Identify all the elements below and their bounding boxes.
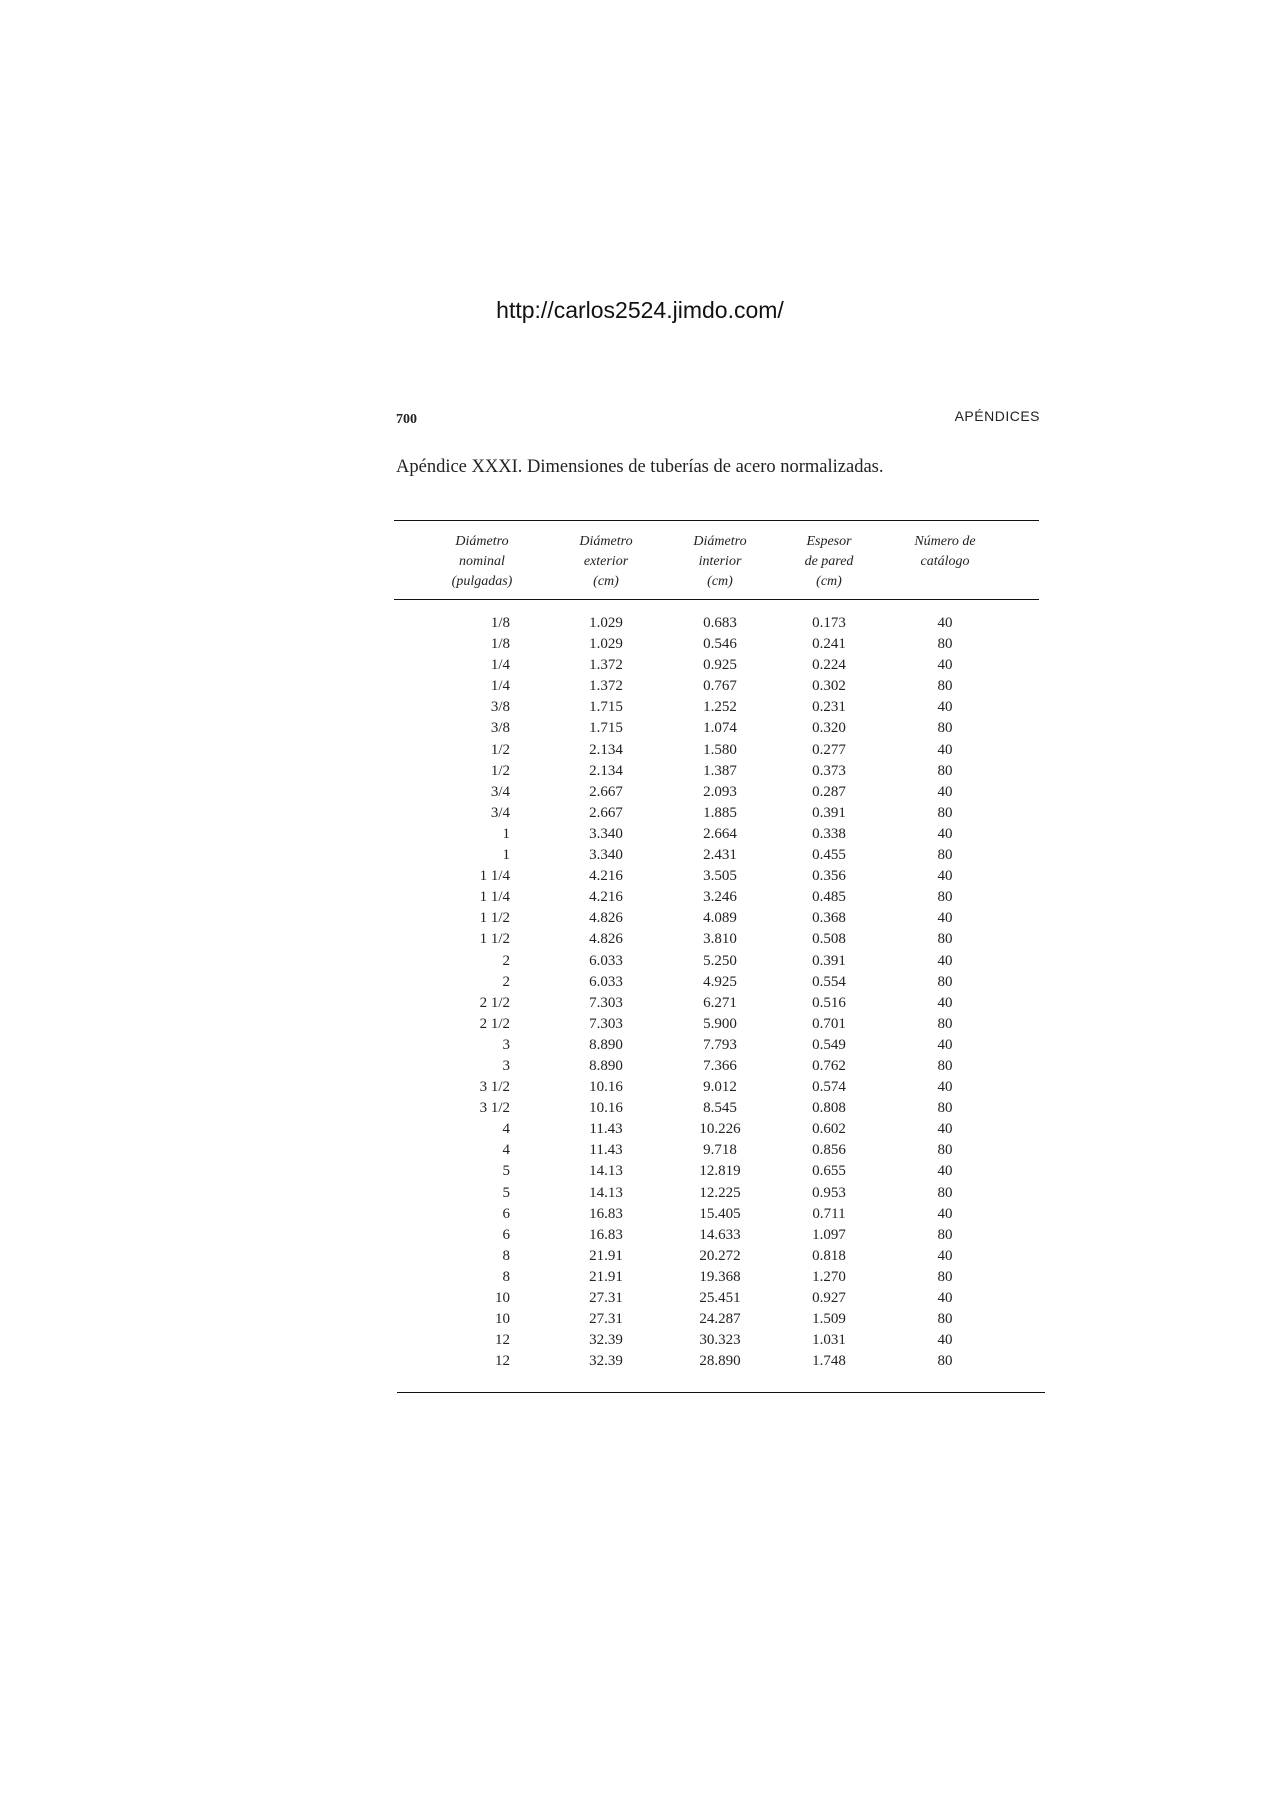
wall-thickness-cell: 1.097 — [812, 1226, 846, 1243]
catalog-number-cell: 80 — [937, 1100, 953, 1117]
outer-diameter-cell: 4.216 — [589, 868, 623, 885]
outer-diameter-cell: 27.31 — [589, 1290, 623, 1306]
table-row — [0, 761, 1280, 782]
outer-diameter-cell: 32.39 — [589, 1332, 623, 1349]
nominal-diameter-cell: 12 — [495, 1332, 510, 1349]
catalog-number-cell: 40 — [937, 1247, 953, 1264]
inner-diameter-cell: 0.546 — [703, 636, 737, 653]
wall-thickness-cell: 1.270 — [812, 1268, 846, 1285]
column-header-outer-diameter — [556, 532, 656, 592]
catalog-number-cell: 40 — [937, 615, 953, 631]
wall-thickness-cell: 0.508 — [812, 931, 846, 948]
table-row — [0, 845, 1280, 866]
table-row — [0, 993, 1280, 1014]
table-row — [0, 740, 1280, 761]
outer-diameter-cell: 8.890 — [589, 1036, 623, 1053]
wall-thickness-cell: 0.953 — [812, 1184, 846, 1201]
wall-thickness-cell: 0.320 — [812, 720, 846, 737]
table-row — [0, 1056, 1280, 1077]
catalog-number-cell: 80 — [937, 762, 953, 779]
nominal-diameter-cell: 1 — [502, 825, 510, 842]
nominal-diameter-cell: 3/4 — [490, 783, 510, 800]
wall-thickness-cell: 0.701 — [812, 1015, 846, 1032]
catalog-number-cell: 80 — [937, 1268, 953, 1285]
catalog-number-cell: 80 — [937, 1057, 953, 1074]
wall-thickness-cell: 0.231 — [812, 699, 846, 716]
column-header-line: Espesor — [806, 534, 852, 549]
wall-thickness-cell: 0.368 — [812, 910, 846, 927]
column-header-line: (cm) — [593, 574, 619, 589]
inner-diameter-cell: 0.767 — [703, 678, 737, 695]
inner-diameter-cell: 28.890 — [699, 1353, 741, 1370]
wall-thickness-cell: 0.173 — [812, 615, 846, 631]
catalog-number-cell: 80 — [937, 1226, 953, 1243]
inner-diameter-cell: 24.287 — [699, 1311, 741, 1328]
nominal-diameter-cell: 10 — [495, 1290, 510, 1306]
column-header-catalog-number — [890, 532, 1000, 572]
table-row — [0, 866, 1280, 887]
table-row — [0, 1014, 1280, 1035]
nominal-diameter-cell: 3 1/2 — [479, 1100, 510, 1117]
outer-diameter-cell: 14.13 — [589, 1163, 623, 1180]
catalog-number-cell: 80 — [937, 804, 953, 821]
wall-thickness-cell: 0.455 — [812, 847, 846, 864]
outer-diameter-cell: 2.667 — [589, 804, 623, 821]
catalog-number-cell: 80 — [937, 1015, 953, 1032]
catalog-number-cell: 40 — [937, 1036, 953, 1053]
nominal-diameter-cell: 1 1/2 — [479, 931, 510, 948]
outer-diameter-cell: 3.340 — [589, 847, 623, 864]
inner-diameter-cell: 9.012 — [703, 1079, 737, 1096]
inner-diameter-cell: 20.272 — [699, 1247, 741, 1264]
outer-diameter-cell: 6.033 — [589, 952, 623, 969]
catalog-number-cell: 80 — [937, 973, 953, 990]
inner-diameter-cell: 5.250 — [703, 952, 737, 969]
inner-diameter-cell: 9.718 — [703, 1142, 737, 1159]
outer-diameter-cell: 14.13 — [589, 1184, 623, 1201]
nominal-diameter-cell: 6 — [502, 1205, 510, 1222]
outer-diameter-cell: 2.134 — [589, 762, 623, 779]
outer-diameter-cell: 27.31 — [589, 1311, 623, 1328]
wall-thickness-cell: 1.509 — [812, 1311, 846, 1328]
nominal-diameter-cell: 4 — [502, 1142, 510, 1159]
table-row — [0, 1225, 1280, 1246]
inner-diameter-cell: 10.226 — [699, 1121, 741, 1138]
inner-diameter-cell: 0.683 — [703, 615, 737, 631]
table-row — [0, 782, 1280, 803]
outer-diameter-cell: 4.826 — [589, 910, 623, 927]
catalog-number-cell: 80 — [937, 847, 953, 864]
table-caption: Apéndice XXXI. Dimensiones de tuberías de acero normalizadas. — [396, 457, 884, 477]
page-number: 700 — [396, 412, 417, 427]
column-header-line: Diámetro — [579, 534, 633, 549]
wall-thickness-cell: 0.516 — [812, 994, 846, 1011]
catalog-number-cell: 40 — [937, 952, 953, 969]
nominal-diameter-cell: 2 1/2 — [479, 1015, 510, 1032]
catalog-number-cell: 80 — [937, 1311, 953, 1328]
nominal-diameter-cell: 5 — [502, 1184, 510, 1201]
table-row — [0, 972, 1280, 993]
column-header-line: (pulgadas) — [451, 574, 513, 589]
column-header-line: (cm) — [707, 574, 733, 589]
column-header-line: nominal — [459, 554, 505, 569]
nominal-diameter-cell: 1 1/2 — [479, 910, 510, 927]
catalog-number-cell: 80 — [937, 678, 953, 695]
outer-diameter-cell: 8.890 — [589, 1057, 623, 1074]
inner-diameter-cell: 7.366 — [703, 1057, 737, 1074]
nominal-diameter-cell: 12 — [495, 1353, 510, 1370]
source-url: http://carlos2524.jimdo.com/ — [496, 297, 784, 323]
catalog-number-cell: 40 — [937, 741, 953, 758]
nominal-diameter-cell: 2 1/2 — [479, 994, 510, 1011]
table-row — [0, 1098, 1280, 1119]
inner-diameter-cell: 1.252 — [703, 699, 737, 716]
nominal-diameter-cell: 6 — [502, 1226, 510, 1243]
outer-diameter-cell: 32.39 — [589, 1353, 623, 1370]
outer-diameter-cell: 6.033 — [589, 973, 623, 990]
catalog-number-cell: 80 — [937, 1184, 953, 1201]
catalog-number-cell: 40 — [937, 868, 953, 885]
table-row — [0, 718, 1280, 739]
column-header-line: Diámetro — [693, 534, 747, 549]
nominal-diameter-cell: 1 1/4 — [479, 889, 510, 906]
table-row — [0, 697, 1280, 718]
inner-diameter-cell: 3.246 — [703, 889, 737, 906]
nominal-diameter-cell: 2 — [502, 952, 510, 969]
inner-diameter-cell: 15.405 — [699, 1205, 741, 1222]
nominal-diameter-cell: 2 — [502, 973, 510, 990]
outer-diameter-cell: 16.83 — [589, 1226, 623, 1243]
wall-thickness-cell: 0.655 — [812, 1163, 846, 1180]
nominal-diameter-cell: 1/8 — [490, 636, 510, 653]
outer-diameter-cell: 1.029 — [589, 615, 623, 631]
running-head: APÉNDICES — [954, 408, 1040, 424]
wall-thickness-cell: 0.856 — [812, 1142, 846, 1159]
outer-diameter-cell: 11.43 — [589, 1121, 623, 1138]
outer-diameter-cell: 16.83 — [589, 1205, 623, 1222]
outer-diameter-cell: 1.372 — [589, 657, 623, 674]
wall-thickness-cell: 0.302 — [812, 678, 846, 695]
table-row — [0, 929, 1280, 950]
outer-diameter-cell: 4.216 — [589, 889, 623, 906]
table-row — [0, 1204, 1280, 1225]
outer-diameter-cell: 7.303 — [589, 994, 623, 1011]
table-row — [0, 951, 1280, 972]
catalog-number-cell: 40 — [937, 1079, 953, 1096]
inner-diameter-cell: 2.093 — [703, 783, 737, 800]
column-header-line: interior — [698, 554, 742, 569]
outer-diameter-cell: 1.715 — [589, 720, 623, 737]
nominal-diameter-cell: 3 — [502, 1057, 510, 1074]
inner-diameter-cell: 1.580 — [703, 741, 737, 758]
table-row — [0, 676, 1280, 697]
inner-diameter-cell: 12.819 — [699, 1163, 741, 1180]
nominal-diameter-cell: 3/8 — [490, 699, 510, 716]
table-top-rule — [394, 520, 1039, 521]
wall-thickness-cell: 1.748 — [812, 1353, 846, 1370]
inner-diameter-cell: 4.925 — [703, 973, 737, 990]
table-row — [0, 655, 1280, 676]
catalog-number-cell: 40 — [937, 699, 953, 716]
nominal-diameter-cell: 1/2 — [490, 762, 510, 779]
inner-diameter-cell: 2.664 — [703, 825, 737, 842]
wall-thickness-cell: 0.711 — [812, 1205, 846, 1222]
catalog-number-cell: 40 — [937, 1205, 953, 1222]
wall-thickness-cell: 0.356 — [812, 868, 846, 885]
column-header-inner-diameter — [670, 532, 770, 592]
wall-thickness-cell: 0.391 — [812, 952, 846, 969]
table-bottom-rule — [397, 1392, 1045, 1393]
table-row — [0, 1161, 1280, 1182]
nominal-diameter-cell: 10 — [495, 1311, 510, 1328]
wall-thickness-cell: 0.338 — [812, 825, 846, 842]
inner-diameter-cell: 14.633 — [699, 1226, 741, 1243]
nominal-diameter-cell: 1 — [502, 847, 510, 864]
outer-diameter-cell: 7.303 — [589, 1015, 623, 1032]
inner-diameter-cell: 1.387 — [703, 762, 737, 779]
wall-thickness-cell: 0.808 — [812, 1100, 846, 1117]
outer-diameter-cell: 2.667 — [589, 783, 623, 800]
catalog-number-cell: 40 — [937, 994, 953, 1011]
catalog-number-cell: 80 — [937, 1142, 953, 1159]
inner-diameter-cell: 12.225 — [699, 1184, 741, 1201]
wall-thickness-cell: 0.224 — [812, 657, 846, 674]
table-row — [0, 1330, 1280, 1351]
catalog-number-cell: 80 — [937, 931, 953, 948]
catalog-number-cell: 80 — [937, 1353, 953, 1370]
table-row — [0, 1183, 1280, 1204]
outer-diameter-cell: 1.372 — [589, 678, 623, 695]
inner-diameter-cell: 8.545 — [703, 1100, 737, 1117]
table-row — [0, 1288, 1280, 1309]
inner-diameter-cell: 25.451 — [699, 1290, 741, 1306]
wall-thickness-cell: 0.554 — [812, 973, 846, 990]
nominal-diameter-cell: 8 — [502, 1247, 510, 1264]
outer-diameter-cell: 21.91 — [589, 1268, 623, 1285]
catalog-number-cell: 40 — [937, 1332, 953, 1349]
wall-thickness-cell: 0.762 — [812, 1057, 846, 1074]
table-row — [0, 1267, 1280, 1288]
table-row — [0, 1351, 1280, 1372]
nominal-diameter-cell: 3/4 — [490, 804, 510, 821]
inner-diameter-cell: 30.323 — [699, 1332, 741, 1349]
column-header-wall-thickness — [779, 532, 879, 592]
nominal-diameter-cell: 1 1/4 — [479, 868, 510, 885]
wall-thickness-cell: 0.287 — [812, 783, 846, 800]
catalog-number-cell: 40 — [937, 1121, 953, 1138]
table-body — [0, 613, 1280, 1372]
nominal-diameter-cell: 3 1/2 — [479, 1079, 510, 1096]
catalog-number-cell: 40 — [937, 825, 953, 842]
outer-diameter-cell: 1.029 — [589, 636, 623, 653]
outer-diameter-cell: 2.134 — [589, 741, 623, 758]
column-header-line: Número de — [914, 534, 976, 549]
catalog-number-cell: 40 — [937, 657, 953, 674]
wall-thickness-cell: 0.391 — [812, 804, 846, 821]
outer-diameter-cell: 10.16 — [589, 1100, 623, 1117]
wall-thickness-cell: 0.927 — [812, 1290, 846, 1306]
outer-diameter-cell: 1.715 — [589, 699, 623, 716]
outer-diameter-cell: 3.340 — [589, 825, 623, 842]
inner-diameter-cell: 3.505 — [703, 868, 737, 885]
table-row — [0, 1140, 1280, 1161]
table-row — [0, 803, 1280, 824]
nominal-diameter-cell: 4 — [502, 1121, 510, 1138]
nominal-diameter-cell: 5 — [502, 1163, 510, 1180]
table-row — [0, 1077, 1280, 1098]
inner-diameter-cell: 7.793 — [703, 1036, 737, 1053]
inner-diameter-cell: 1.885 — [703, 804, 737, 821]
wall-thickness-cell: 0.818 — [812, 1247, 846, 1264]
table-row — [0, 887, 1280, 908]
inner-diameter-cell: 2.431 — [703, 847, 737, 864]
catalog-number-cell: 80 — [937, 889, 953, 906]
column-header-line: de pared — [804, 554, 854, 569]
nominal-diameter-cell: 1/8 — [490, 615, 510, 631]
outer-diameter-cell: 4.826 — [589, 931, 623, 948]
table-row — [0, 1246, 1280, 1267]
inner-diameter-cell: 19.368 — [699, 1268, 741, 1285]
column-header-line: (cm) — [816, 574, 842, 589]
table-row — [0, 613, 1280, 634]
wall-thickness-cell: 0.549 — [812, 1036, 846, 1053]
wall-thickness-cell: 0.485 — [812, 889, 846, 906]
table-row — [0, 1119, 1280, 1140]
inner-diameter-cell: 1.074 — [703, 720, 737, 737]
table-row — [0, 1035, 1280, 1056]
wall-thickness-cell: 0.602 — [812, 1121, 846, 1138]
nominal-diameter-cell: 1/4 — [490, 657, 510, 674]
inner-diameter-cell: 6.271 — [703, 994, 737, 1011]
catalog-number-cell: 40 — [937, 910, 953, 927]
catalog-number-cell: 40 — [937, 1163, 953, 1180]
column-header-line: catálogo — [920, 554, 970, 569]
column-header-line: exterior — [583, 554, 629, 569]
outer-diameter-cell: 21.91 — [589, 1247, 623, 1264]
table-row — [0, 908, 1280, 929]
catalog-number-cell: 40 — [937, 1290, 953, 1306]
inner-diameter-cell: 5.900 — [703, 1015, 737, 1032]
catalog-number-cell: 40 — [937, 783, 953, 800]
catalog-number-cell: 80 — [937, 720, 953, 737]
table-header-rule — [394, 599, 1039, 600]
wall-thickness-cell: 1.031 — [812, 1332, 846, 1349]
inner-diameter-cell: 3.810 — [703, 931, 737, 948]
table-row — [0, 1309, 1280, 1330]
outer-diameter-cell: 11.43 — [589, 1142, 623, 1159]
nominal-diameter-cell: 3/8 — [490, 720, 510, 737]
column-header-nominal-diameter — [430, 532, 534, 592]
wall-thickness-cell: 0.373 — [812, 762, 846, 779]
nominal-diameter-cell: 8 — [502, 1268, 510, 1285]
table-row — [0, 634, 1280, 655]
inner-diameter-cell: 4.089 — [703, 910, 737, 927]
nominal-diameter-cell: 1/4 — [490, 678, 510, 695]
catalog-number-cell: 80 — [937, 636, 953, 653]
inner-diameter-cell: 0.925 — [703, 657, 737, 674]
wall-thickness-cell: 0.574 — [812, 1079, 846, 1096]
table-row — [0, 824, 1280, 845]
nominal-diameter-cell: 3 — [502, 1036, 510, 1053]
column-header-line: Diámetro — [455, 534, 509, 549]
nominal-diameter-cell: 1/2 — [490, 741, 510, 758]
wall-thickness-cell: 0.277 — [812, 741, 846, 758]
outer-diameter-cell: 10.16 — [589, 1079, 623, 1096]
wall-thickness-cell: 0.241 — [812, 636, 846, 653]
